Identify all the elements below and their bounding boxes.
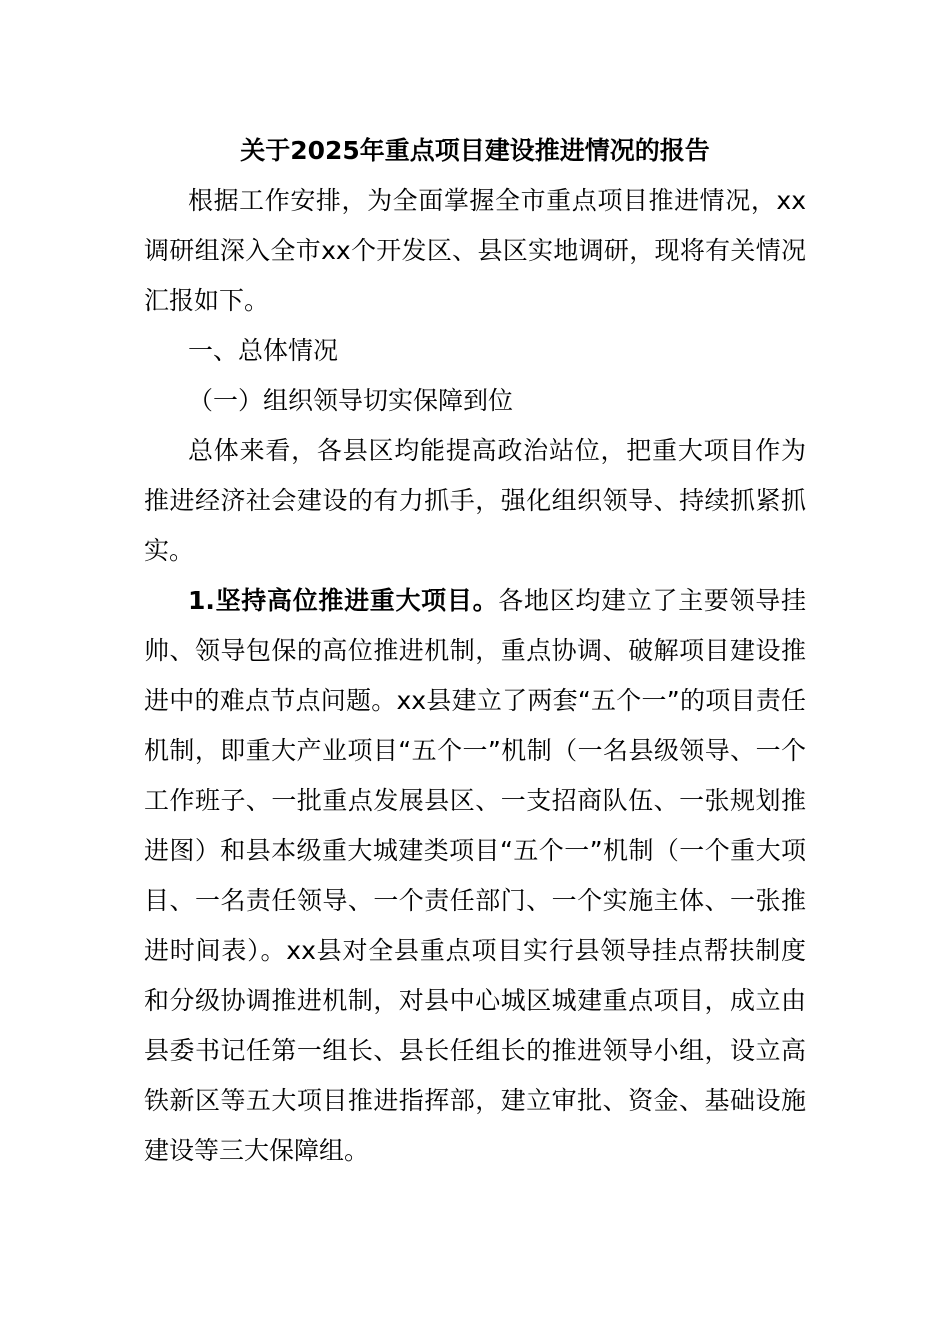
item-lead: 1.坚持高位推进重大项目。	[188, 586, 499, 615]
subsection-paragraph: 总体来看，各县区均能提高政治站位，把重大项目作为推进经济社会建设的有力抓手，强化组织领导、持续抓紧抓实。	[144, 436, 806, 565]
document-body	[144, 126, 806, 1176]
section-heading: 一、总体情况	[188, 336, 339, 365]
item-paragraph	[144, 576, 806, 1176]
document-title: 关于2025年重点项目建设推进情况的报告	[240, 136, 710, 165]
item-body: 各地区均建立了主要领导挂帅、领导包保的高位推进机制，重点协调、破解项目建设推进中的难点节点问题。xx县建立了两套“五个一”的项目责任机制，即重大产业项目“五个一”机制（一名县级领导、一个工作班子、一批重点发展县区、一支招商队伍、一张规划推进图）和县本级重大城建类项目“五个一”机制（一个重大项目、一名责任领导、一个责任部门、一个实施主体、一张推进时间表）。xx县对全县重点项目实行县领导挂点帮扶制度和分级协调推进机制，对县中心城区城建重点项目，成立由县委书记任第一组长、县长任组长的推进领导小组，设立高铁新区等五大项目推进指挥部，建立审批、资金、基础设施建设等三大保障组。	[144, 586, 806, 1165]
intro-paragraph: 根据工作安排，为全面掌握全市重点项目推进情况，xx调研组深入全市xx个开发区、县区实地调研，现将有关情况汇报如下。	[144, 186, 806, 315]
subsection-heading: （一）组织领导切实保障到位	[188, 386, 514, 415]
